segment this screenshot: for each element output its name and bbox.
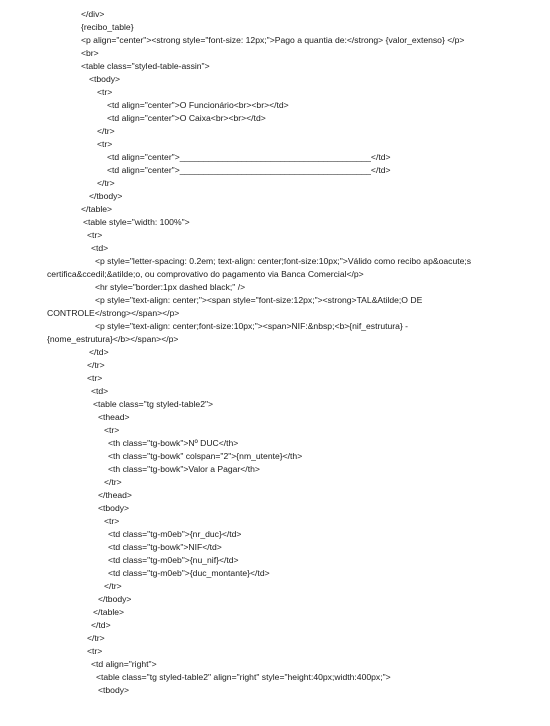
code-line: <td class="tg-m0eb">{nr_duc}</td> [108, 529, 242, 539]
code-line: <td class="tg-bowk">NIF</td> [108, 542, 222, 552]
code-line: <tr> [104, 425, 120, 435]
code-line: </tr> [104, 477, 122, 487]
code-line: <tbody> [98, 685, 130, 695]
code-line: <tr> [97, 87, 113, 97]
code-line: </thead> [98, 490, 132, 500]
code-line: <tr> [87, 373, 103, 383]
code-line: <th class="tg-bowk">Valor a Pagar</th> [108, 464, 260, 474]
code-line: certifica&ccedil;&atilde;o, ou comprovativo do pagamento via Banca Comercial</p> [47, 269, 364, 279]
code-line: {nome_estrutura}</b></span></p> [47, 334, 179, 344]
code-line: <table style="width: 100%"> [83, 217, 190, 227]
code-line: </table> [93, 607, 125, 617]
code-line: CONTROLE</strong></span></p> [47, 308, 180, 318]
code-line: <td align="center">O Funcionário<br><br></td> [107, 100, 289, 110]
code-line: <br> [81, 48, 99, 58]
code-line: </tbody> [89, 191, 123, 201]
code-line: <td class="tg-m0eb">{nu_nif}</td> [108, 555, 239, 565]
code-line: <p align="center"><strong style="font-size: 12px;">Pago a quantia de:</strong> {valor_extenso} </p> [81, 35, 465, 45]
code-line: <table class="tg styled-table2"> [93, 399, 214, 409]
code-line: <td align="center">________________________________________</td> [107, 165, 391, 175]
code-line: </tr> [104, 581, 122, 591]
code-line: <p style="text-align: center;font-size:10px;"><span>NIF:&nbsp;<b>{nif_estrutura} - [95, 321, 409, 331]
code-line: <tbody> [98, 503, 130, 513]
code-line: <p style="letter-spacing: 0.2em; text-align: center;font-size:10px;">Válido como recibo ap&oacute;s [95, 256, 472, 266]
code-line: </td> [89, 347, 109, 357]
code-line: <thead> [98, 412, 130, 422]
code-line: </td> [91, 620, 111, 630]
code-line: </tr> [87, 360, 105, 370]
code-line: {recibo_table} [81, 22, 134, 32]
code-line: <tr> [97, 139, 113, 149]
code-line: <hr style="border:1px dashed black;" /> [95, 282, 246, 292]
code-line: <table class="tg styled-table2" align="right" style="height:40px;width:400px;"> [96, 672, 391, 682]
code-line: <th class="tg-bowk" colspan="2">{nm_utente}</th> [108, 451, 303, 461]
code-line: <tr> [87, 230, 103, 240]
code-line: </tr> [97, 126, 115, 136]
code-line: <td> [91, 243, 109, 253]
code-line: <tbody> [89, 74, 121, 84]
code-line: <td align="center">________________________________________</td> [107, 152, 391, 162]
code-line: </div> [81, 9, 105, 19]
code-line: <tr> [104, 516, 120, 526]
code-line: </table> [81, 204, 113, 214]
code-line: </tr> [97, 178, 115, 188]
code-line: <p style="text-align: center;"><span style="font-size:12px;"><strong>TAL&Atilde;O DE [95, 295, 423, 305]
code-line: <table class="styled-table-assin"> [81, 61, 210, 71]
code-line: </tbody> [98, 594, 132, 604]
code-line: <td> [91, 386, 109, 396]
code-line: <tr> [87, 646, 103, 656]
code-line: <td align="center">O Caixa<br><br></td> [107, 113, 266, 123]
code-line: </tr> [87, 633, 105, 643]
code-line: <td align="right"> [91, 659, 157, 669]
code-line: <th class="tg-bowk">Nº DUC</th> [108, 438, 239, 448]
code-line: <td class="tg-m0eb">{duc_montante}</td> [108, 568, 270, 578]
